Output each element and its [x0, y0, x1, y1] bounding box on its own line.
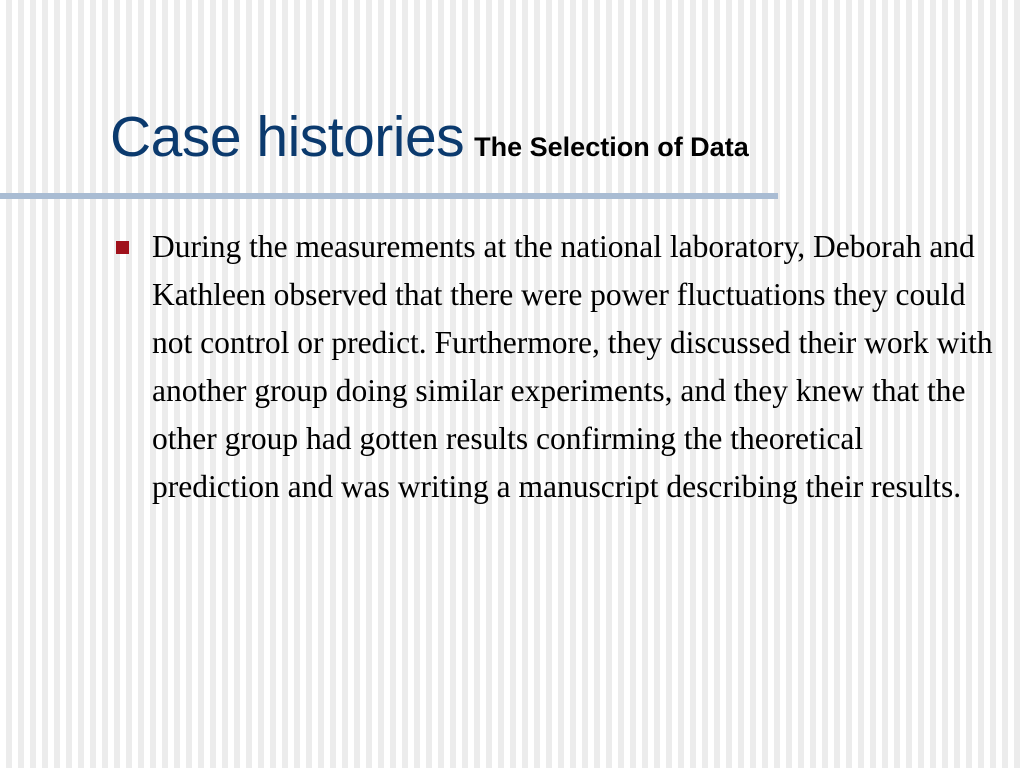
bullet-text: During the measurements at the national laboratory, Deborah and Kathleen observed that there were power fluctuations they could not control or predict. Furthermore, they discussed their work with another group doing similar experiments, and they knew that the other group had gotten results confirming the theoretical prediction and was writing a manuscript describing their results. [152, 229, 993, 504]
slide-title-row [110, 104, 749, 170]
slide-subtitle: The Selection of Data [474, 132, 749, 162]
square-bullet-icon [116, 241, 129, 254]
slide-title: Case histories [110, 105, 465, 169]
bullet-item [116, 223, 996, 511]
bullet-list [116, 223, 996, 511]
title-divider [0, 193, 778, 199]
